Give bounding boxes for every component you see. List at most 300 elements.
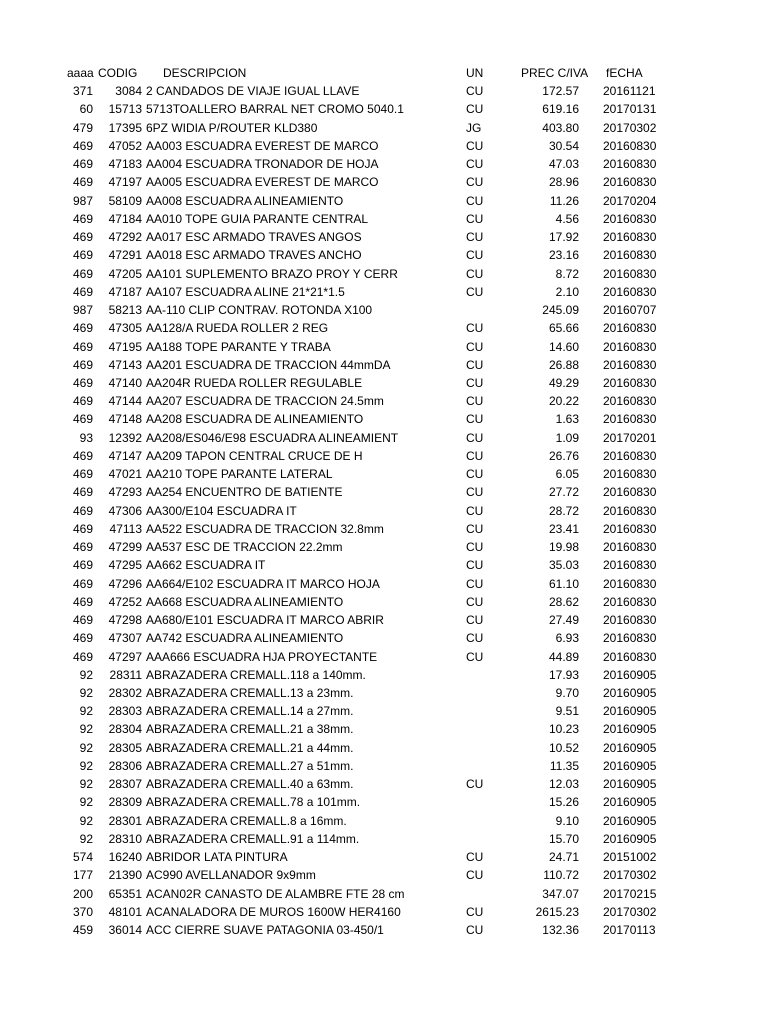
cell-descripcion: ABRAZADERA CREMALL.8 a 16mm. [146, 813, 347, 828]
table-row [60, 538, 662, 556]
cell-aaaa: 469 [72, 138, 93, 153]
cell-fecha: 20160905 [603, 813, 657, 828]
cell-un: CU [466, 649, 484, 664]
cell-un: CU [466, 467, 484, 482]
cell-codig: 28303 [108, 704, 142, 719]
cell-aaaa: 469 [72, 631, 93, 646]
column-header-descripcion: DESCRIPCION [163, 66, 247, 80]
cell-prec: 20.22 [548, 394, 579, 409]
cell-prec: 30.54 [548, 138, 579, 153]
cell-fecha: 20160830 [603, 576, 657, 591]
table-row [60, 100, 662, 118]
cell-un: CU [466, 448, 484, 463]
cell-aaaa: 987 [72, 193, 93, 208]
cell-prec: 11.26 [549, 193, 579, 208]
cell-aaaa: 469 [72, 375, 93, 390]
cell-fecha: 20160830 [603, 321, 657, 336]
cell-fecha: 20160830 [603, 558, 657, 573]
cell-codig: 47113 [109, 521, 142, 536]
cell-codig: 16240 [108, 850, 142, 865]
cell-prec: 15.70 [548, 831, 579, 846]
cell-aaaa: 469 [72, 248, 93, 263]
cell-descripcion: AA522 ESCUADRA DE TRACCION 32.8mm [146, 521, 384, 536]
cell-un: CU [466, 102, 484, 117]
cell-aaaa: 469 [72, 613, 93, 628]
cell-prec: 26.88 [548, 357, 579, 372]
cell-un: JG [466, 120, 482, 135]
cell-aaaa: 92 [79, 795, 93, 810]
cell-aaaa: 469 [72, 394, 93, 409]
table-row [60, 246, 662, 264]
cell-fecha: 20160830 [603, 230, 657, 245]
cell-fecha: 20160830 [603, 266, 657, 281]
cell-descripcion: ABRAZADERA CREMALL.21 a 38mm. [146, 722, 354, 737]
cell-un: CU [466, 357, 484, 372]
cell-codig: 28307 [108, 777, 142, 792]
column-header-aaaa: aaaa [67, 66, 94, 80]
cell-descripcion: ACAN02R CANASTO DE ALAMBRE FTE 28 cm [146, 886, 405, 901]
cell-descripcion: AA680/E101 ESCUADRA IT MARCO ABRIR [146, 613, 384, 628]
cell-aaaa: 469 [72, 503, 93, 518]
table-row [60, 848, 662, 866]
cell-un: CU [466, 558, 484, 573]
cell-fecha: 20170131 [603, 102, 657, 117]
cell-prec: 27.72 [548, 485, 579, 500]
table-row [60, 319, 662, 337]
cell-descripcion: AA668 ESCUADRA ALINEAMIENTO [146, 594, 344, 609]
cell-un [464, 793, 500, 811]
cell-descripcion: ABRAZADERA CREMALL.118 a 140mm. [146, 667, 366, 682]
cell-prec: 14.60 [548, 339, 579, 354]
cell-prec: 27.49 [548, 613, 579, 628]
cell-fecha: 20160905 [603, 831, 657, 846]
table-row [60, 392, 662, 410]
cell-fecha: 20160830 [603, 339, 657, 354]
cell-aaaa: 469 [72, 357, 93, 372]
cell-descripcion: AA662 ESCUADRA IT [146, 558, 266, 573]
cell-un: CU [466, 193, 484, 208]
table-row [60, 173, 662, 191]
table-row [60, 447, 662, 465]
cell-codig: 17395 [108, 120, 142, 135]
cell-codig: 15713 [108, 102, 142, 117]
cell-un: CU [466, 631, 484, 646]
cell-descripcion: AA204R RUEDA ROLLER REGULABLE [146, 375, 363, 390]
table-row [60, 502, 662, 520]
cell-codig: 58109 [108, 193, 142, 208]
cell-aaaa: 92 [79, 777, 93, 792]
cell-fecha: 20160830 [603, 157, 657, 172]
column-header-prec: PREC C/IVA [521, 66, 589, 80]
cell-prec: 24.71 [548, 850, 579, 865]
cell-prec: 19.98 [548, 540, 579, 555]
table-row [60, 429, 662, 447]
cell-prec: 2.10 [555, 284, 579, 299]
cell-codig: 47183 [108, 157, 142, 172]
table-row [60, 338, 662, 356]
cell-codig: 47252 [108, 594, 142, 609]
cell-prec: 8.72 [555, 266, 579, 281]
cell-codig: 28304 [108, 722, 142, 737]
cell-descripcion: AA742 ESCUADRA ALINEAMIENTO [146, 631, 344, 646]
cell-un: CU [466, 594, 484, 609]
cell-codig: 28309 [108, 795, 142, 810]
table-row [60, 812, 662, 830]
cell-codig: 28311 [109, 667, 142, 682]
cell-prec: 65.66 [548, 321, 579, 336]
cell-prec: 28.72 [548, 503, 579, 518]
table-row [60, 483, 662, 501]
cell-descripcion: ABRAZADERA CREMALL.13 a 23mm. [146, 685, 354, 700]
cell-descripcion: ACANALADORA DE MUROS 1600W HER4160 [146, 904, 401, 919]
table-row [60, 228, 662, 246]
cell-prec: 44.89 [548, 649, 579, 664]
cell-descripcion: 6PZ WIDIA P/ROUTER KLD380 [146, 120, 318, 135]
cell-codig: 47143 [108, 357, 142, 372]
cell-codig: 47140 [108, 375, 142, 390]
cell-aaaa: 469 [72, 211, 93, 226]
cell-aaaa: 469 [72, 521, 93, 536]
cell-prec: 132.36 [542, 923, 579, 938]
table-row [60, 119, 662, 137]
cell-prec: 2615.23 [535, 904, 579, 919]
cell-fecha: 20170302 [603, 120, 657, 135]
cell-aaaa: 60 [79, 102, 93, 117]
cell-un [464, 757, 500, 775]
price-list-table [60, 64, 662, 939]
cell-descripcion: AA005 ESCUADRA EVEREST DE MARCO [146, 175, 379, 190]
cell-aaaa: 469 [72, 485, 93, 500]
cell-un: CU [466, 266, 484, 281]
table-row [60, 775, 662, 793]
cell-un: CU [466, 521, 484, 536]
cell-fecha: 20151002 [603, 850, 657, 865]
cell-descripcion: AA664/E102 ESCUADRA IT MARCO HOJA [146, 576, 380, 591]
cell-prec: 23.41 [548, 521, 579, 536]
cell-codig: 48101 [108, 904, 142, 919]
cell-prec: 12.03 [548, 777, 579, 792]
table-row [60, 866, 662, 884]
cell-aaaa: 469 [72, 412, 93, 427]
table-row [60, 757, 662, 775]
cell-prec: 23.16 [548, 248, 579, 263]
cell-codig: 47147 [108, 448, 142, 463]
cell-fecha: 20160830 [603, 485, 657, 500]
cell-descripcion: ABRAZADERA CREMALL.78 a 101mm. [146, 795, 361, 810]
cell-descripcion: AA201 ESCUADRA DE TRACCION 44mmDA [146, 357, 391, 372]
table-row [60, 465, 662, 483]
cell-prec: 61.10 [548, 576, 579, 591]
cell-un [464, 666, 500, 684]
cell-codig: 47144 [108, 394, 142, 409]
cell-codig: 47052 [108, 138, 142, 153]
cell-aaaa: 92 [79, 813, 93, 828]
cell-aaaa: 200 [72, 886, 93, 901]
cell-codig: 28306 [108, 758, 142, 773]
cell-codig: 47205 [108, 266, 142, 281]
cell-un [464, 830, 500, 848]
cell-prec: 347.07 [542, 886, 579, 901]
cell-fecha: 20160830 [603, 357, 657, 372]
cell-prec: 1.63 [555, 412, 579, 427]
cell-aaaa: 92 [79, 831, 93, 846]
cell-prec: 245.09 [542, 303, 579, 318]
cell-descripcion: ABRAZADERA CREMALL.21 a 44mm. [146, 740, 354, 755]
cell-aaaa: 469 [72, 157, 93, 172]
table-row [60, 684, 662, 702]
table-row [60, 629, 662, 647]
cell-aaaa: 479 [72, 120, 93, 135]
cell-descripcion: AA017 ESC ARMADO TRAVES ANGOS [146, 230, 362, 245]
cell-fecha: 20160830 [603, 284, 657, 299]
cell-fecha: 20170204 [603, 193, 657, 208]
cell-fecha: 20160830 [603, 138, 657, 153]
cell-codig: 47298 [108, 613, 142, 628]
column-header-fecha: fECHA [606, 66, 643, 80]
table-row [60, 374, 662, 392]
cell-descripcion: AA207 ESCUADRA DE TRACCION 24.5mm [146, 394, 384, 409]
cell-aaaa: 371 [72, 84, 93, 99]
cell-aaaa: 469 [72, 540, 93, 555]
cell-descripcion: AA003 ESCUADRA EVEREST DE MARCO [146, 138, 379, 153]
cell-aaaa: 469 [72, 339, 93, 354]
cell-prec: 9.70 [555, 685, 579, 700]
cell-fecha: 20160830 [603, 540, 657, 555]
cell-aaaa: 469 [72, 448, 93, 463]
table-row [60, 556, 662, 574]
cell-aaaa: 370 [72, 904, 93, 919]
cell-fecha: 20170215 [603, 886, 657, 901]
cell-fecha: 20160830 [603, 375, 657, 390]
cell-fecha: 20160830 [603, 503, 657, 518]
cell-descripcion: AA210 TOPE PARANTE LATERAL [146, 467, 333, 482]
cell-un [464, 301, 500, 319]
cell-fecha: 20160707 [603, 303, 657, 318]
cell-un [464, 720, 500, 738]
cell-fecha: 20160830 [603, 248, 657, 263]
cell-aaaa: 92 [79, 722, 93, 737]
table-row [60, 137, 662, 155]
cell-fecha: 20160830 [603, 211, 657, 226]
cell-prec: 17.92 [548, 230, 579, 245]
cell-codig: 58213 [108, 303, 142, 318]
table-row [60, 82, 662, 100]
cell-descripcion: AC990 AVELLANADOR 9x9mm [146, 868, 316, 883]
cell-un [464, 739, 500, 757]
cell-prec: 4.56 [555, 211, 579, 226]
cell-descripcion: ABRAZADERA CREMALL.27 a 51mm. [146, 758, 354, 773]
cell-codig: 47296 [108, 576, 142, 591]
cell-fecha: 20160830 [603, 448, 657, 463]
cell-descripcion: AA010 TOPE GUIA PARANTE CENTRAL [146, 211, 369, 226]
cell-aaaa: 469 [72, 558, 93, 573]
cell-un: CU [466, 230, 484, 245]
cell-descripcion: AA107 ESCUADRA ALINE 21*21*1.5 [146, 284, 345, 299]
cell-descripcion: AA209 TAPON CENTRAL CRUCE DE H [146, 448, 363, 463]
table-row [60, 793, 662, 811]
cell-prec: 11.35 [549, 758, 579, 773]
cell-fecha: 20160830 [603, 631, 657, 646]
cell-aaaa: 469 [72, 576, 93, 591]
cell-descripcion: AAA666 ESCUADRA HJA PROYECTANTE [146, 649, 378, 664]
cell-un: CU [466, 412, 484, 427]
cell-descripcion: AA128/A RUEDA ROLLER 2 REG [146, 321, 329, 336]
cell-prec: 26.76 [548, 448, 579, 463]
cell-aaaa: 469 [72, 266, 93, 281]
table-row [60, 210, 662, 228]
cell-un: CU [466, 503, 484, 518]
cell-un [464, 684, 500, 702]
table-row [60, 192, 662, 210]
cell-prec: 47.03 [548, 157, 579, 172]
table-row [60, 301, 662, 319]
cell-fecha: 20170302 [603, 904, 657, 919]
cell-codig: 28310 [108, 831, 142, 846]
cell-codig: 28301 [108, 813, 142, 828]
cell-prec: 6.05 [555, 467, 579, 482]
cell-fecha: 20160830 [603, 613, 657, 628]
cell-aaaa: 469 [72, 649, 93, 664]
cell-descripcion: AA008 ESCUADRA ALINEAMIENTO [146, 193, 344, 208]
table-row [60, 265, 662, 283]
column-header-un: UN [466, 66, 484, 80]
cell-descripcion: 2 CANDADOS DE VIAJE IGUAL LLAVE [146, 84, 360, 99]
cell-descripcion: 5713TOALLERO BARRAL NET CROMO 5040.1 [146, 102, 404, 117]
cell-fecha: 20170113 [603, 923, 656, 938]
cell-fecha: 20160905 [603, 704, 657, 719]
table-row [60, 921, 662, 939]
cell-descripcion: AA208 ESCUADRA DE ALINEAMIENTO [146, 412, 364, 427]
cell-prec: 619.16 [542, 102, 579, 117]
cell-un: CU [466, 394, 484, 409]
cell-aaaa: 92 [79, 740, 93, 755]
cell-fecha: 20160905 [603, 722, 657, 737]
table-row [60, 356, 662, 374]
cell-prec: 17.93 [548, 667, 579, 682]
table-body [60, 82, 662, 939]
table-row [60, 666, 662, 684]
cell-codig: 47195 [108, 339, 142, 354]
cell-codig: 47299 [108, 540, 142, 555]
cell-un: CU [466, 157, 484, 172]
cell-un: CU [466, 485, 484, 500]
cell-codig: 47306 [108, 503, 142, 518]
cell-codig: 47295 [108, 558, 142, 573]
cell-un: CU [466, 576, 484, 591]
cell-fecha: 20160905 [603, 667, 657, 682]
cell-aaaa: 92 [79, 758, 93, 773]
cell-descripcion: AA300/E104 ESCUADRA IT [146, 503, 297, 518]
cell-aaaa: 574 [72, 850, 93, 865]
cell-codig: 65351 [108, 886, 142, 901]
cell-prec: 9.10 [555, 813, 579, 828]
table-row [60, 739, 662, 757]
cell-un: CU [466, 868, 484, 883]
cell-descripcion: AA537 ESC DE TRACCION 22.2mm [146, 540, 343, 555]
table-row [60, 702, 662, 720]
cell-codig: 47292 [108, 230, 142, 245]
cell-codig: 12392 [108, 430, 142, 445]
cell-un: CU [466, 850, 484, 865]
cell-descripcion: AA018 ESC ARMADO TRAVES ANCHO [146, 248, 362, 263]
cell-fecha: 20160905 [603, 685, 657, 700]
cell-aaaa: 987 [72, 303, 93, 318]
cell-aaaa: 469 [72, 175, 93, 190]
cell-un: CU [466, 339, 484, 354]
table-row [60, 611, 662, 629]
cell-descripcion: AA254 ENCUENTRO DE BATIENTE [146, 485, 343, 500]
table-row [60, 720, 662, 738]
cell-fecha: 20160830 [603, 521, 657, 536]
cell-prec: 10.23 [548, 722, 579, 737]
cell-codig: 47297 [108, 649, 142, 664]
cell-prec: 172.57 [542, 84, 579, 99]
cell-descripcion: AA188 TOPE PARANTE Y TRABA [146, 339, 331, 354]
cell-codig: 47197 [108, 175, 142, 190]
cell-codig: 47148 [108, 412, 142, 427]
cell-aaaa: 177 [72, 868, 93, 883]
cell-codig: 47305 [108, 321, 142, 336]
cell-un [464, 885, 500, 903]
cell-aaaa: 459 [72, 923, 93, 938]
cell-prec: 35.03 [548, 558, 579, 573]
table-row [60, 830, 662, 848]
cell-un: CU [466, 211, 484, 226]
cell-descripcion: ABRAZADERA CREMALL.91 a 114mm. [146, 831, 360, 846]
table-row [60, 410, 662, 428]
cell-codig: 47184 [108, 211, 142, 226]
table-row [60, 903, 662, 921]
cell-prec: 10.52 [548, 740, 579, 755]
cell-un: CU [466, 284, 484, 299]
cell-aaaa: 93 [79, 430, 93, 445]
cell-codig: 28302 [108, 685, 142, 700]
cell-fecha: 20160830 [603, 412, 657, 427]
cell-fecha: 20160830 [603, 649, 657, 664]
cell-fecha: 20161121 [603, 84, 656, 99]
cell-un: CU [466, 904, 484, 919]
cell-aaaa: 469 [72, 594, 93, 609]
cell-codig: 47307 [108, 631, 142, 646]
table-row [60, 283, 662, 301]
cell-un: CU [466, 84, 484, 99]
cell-codig: 36014 [108, 923, 142, 938]
cell-prec: 1.09 [555, 430, 579, 445]
cell-prec: 403.80 [542, 120, 579, 135]
cell-prec: 9.51 [555, 704, 579, 719]
cell-aaaa: 92 [79, 704, 93, 719]
cell-codig: 21390 [108, 868, 142, 883]
cell-fecha: 20160905 [603, 740, 657, 755]
cell-un: CU [466, 138, 484, 153]
table-row [60, 593, 662, 611]
cell-fecha: 20160830 [603, 394, 657, 409]
table-row [60, 575, 662, 593]
cell-un [464, 702, 500, 720]
cell-descripcion: ABRAZADERA CREMALL.40 a 63mm. [146, 777, 354, 792]
cell-codig: 47021 [108, 467, 142, 482]
cell-aaaa: 469 [72, 284, 93, 299]
cell-fecha: 20160830 [603, 175, 657, 190]
cell-descripcion: ABRIDOR LATA PINTURA [146, 850, 288, 865]
cell-un: CU [466, 540, 484, 555]
cell-fecha: 20170201 [603, 430, 657, 445]
cell-prec: 28.62 [548, 594, 579, 609]
cell-un: CU [466, 175, 484, 190]
cell-un [464, 812, 500, 830]
cell-codig: 47291 [108, 248, 142, 263]
cell-aaaa: 469 [72, 467, 93, 482]
